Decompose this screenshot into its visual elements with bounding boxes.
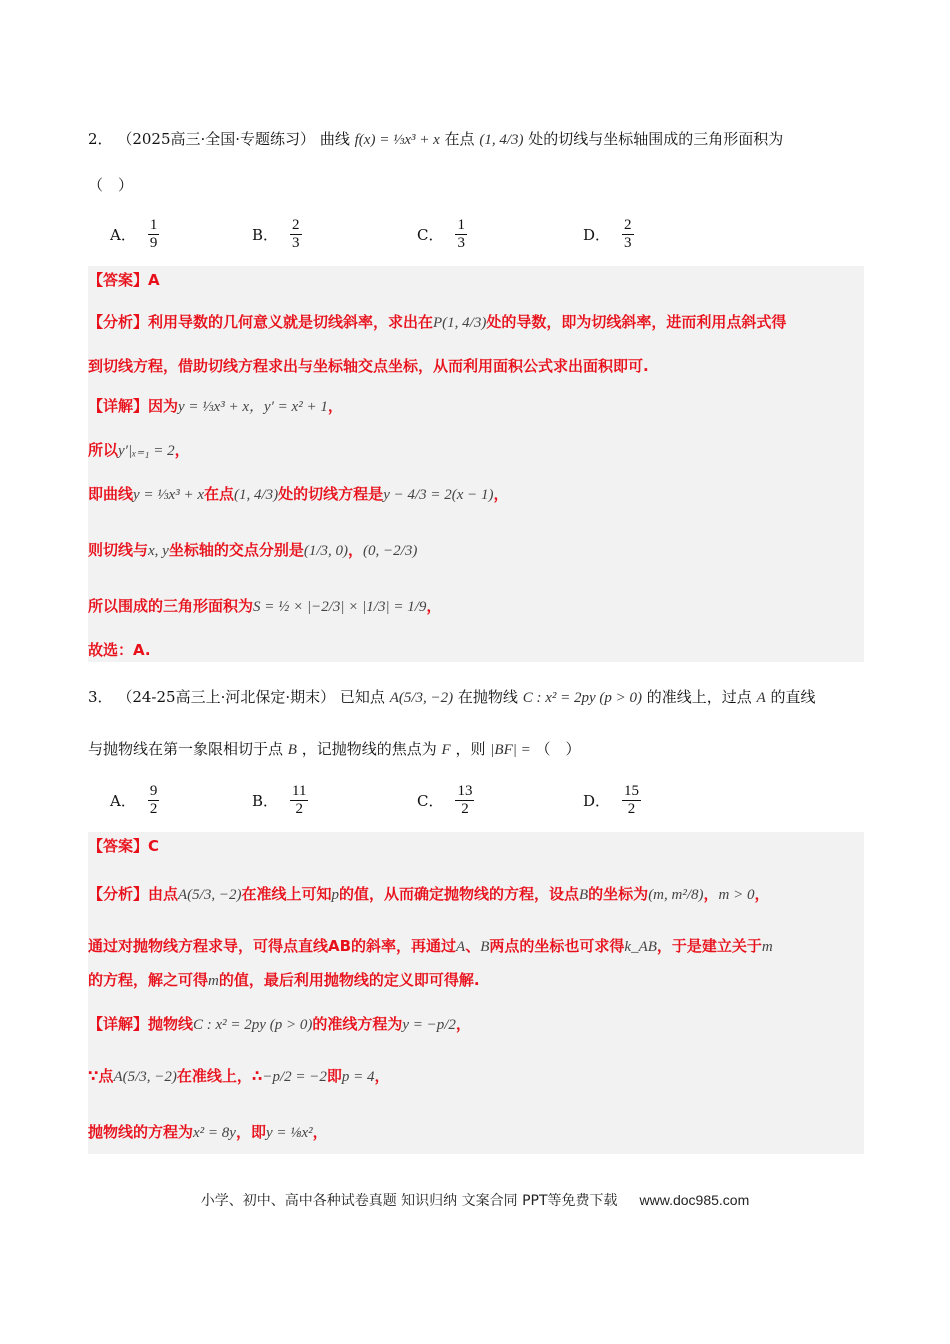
fraction <box>622 217 634 252</box>
math-expression: |BF| = <box>490 742 531 758</box>
math-expression: F <box>441 742 451 758</box>
detail-text: 【详解】因为 <box>88 397 179 415</box>
question-number: 3． <box>88 688 113 706</box>
analysis-text: 的值，最后利用抛物线的定义即可得解. <box>218 971 480 989</box>
math-expression: y = ⅓x³ + x，y′ = x² + 1 <box>178 399 328 415</box>
analysis-line-1 <box>88 882 864 907</box>
detail-text: ∵点 <box>88 1067 114 1085</box>
analysis-line-2 <box>88 354 864 378</box>
answer-blank: （ ） <box>88 176 134 194</box>
detail-line-1 <box>88 394 864 419</box>
stem-text: 在抛物线 <box>457 688 518 706</box>
question-source: （2025高三·全国·专题练习） <box>117 130 316 148</box>
answer-blank: （ ） <box>535 740 581 758</box>
denominator: 2 <box>149 800 158 817</box>
choice-c[interactable] <box>417 776 476 824</box>
answer-text: 【答案】A <box>88 271 160 289</box>
fraction <box>148 783 160 818</box>
choice-label: A． <box>110 225 136 244</box>
footer-link[interactable]: www.doc985.com <box>639 1192 750 1208</box>
math-expression: y − 4/3 = 2(x − 1) <box>383 487 494 503</box>
question-2-solution <box>88 266 864 662</box>
detail-line-3 <box>88 482 864 507</box>
analysis-text: 、 <box>465 937 481 955</box>
analysis-line-1 <box>88 310 864 335</box>
math-expression: k_AB <box>624 939 657 955</box>
numerator: 11 <box>292 782 307 799</box>
math-expression: (m, m²/8) <box>648 887 704 903</box>
denominator: 9 <box>149 234 158 251</box>
detail-text: 所以围成的三角形面积为 <box>88 597 254 615</box>
stem-text: ，则 <box>455 740 486 758</box>
math-expression: −p/2 = −2 <box>262 1069 327 1085</box>
detail-text: 即 <box>326 1067 342 1085</box>
analysis-text: 【分析】利用导数的几何意义就是切线斜率，求出在 <box>88 313 434 331</box>
choice-label: B． <box>252 791 279 810</box>
math-expression: A(5/3, −2) <box>389 690 454 706</box>
choice-label: B． <box>252 225 279 244</box>
question-2-choices <box>110 210 810 258</box>
detail-text: 则切线与 <box>88 541 149 559</box>
fraction <box>622 783 641 818</box>
detail-text: 故选：A. <box>88 641 151 659</box>
math-expression: x, y <box>148 543 169 559</box>
denominator: 3 <box>292 234 300 251</box>
math-expression: P(1, 4/3) <box>433 315 487 331</box>
math-expression: (0, −2/3) <box>363 543 418 559</box>
detail-text: 所以 <box>88 441 119 459</box>
detail-text: ， <box>174 441 190 459</box>
math-expression: y = −p/2 <box>402 1017 456 1033</box>
math-expression: (1, 4/3) <box>234 487 279 503</box>
detail-line-2 <box>88 1064 864 1089</box>
detail-text: ，即 <box>235 1123 266 1141</box>
question-number: 2． <box>88 130 113 148</box>
math-expression: C : x² = 2py (p > 0) <box>522 690 643 706</box>
detail-text: 抛物线的方程为 <box>88 1123 194 1141</box>
detail-text: ， <box>327 397 343 415</box>
detail-text: 处的切线方程是 <box>278 485 384 503</box>
question-2-stem <box>88 126 863 153</box>
math-expression: A <box>756 690 766 706</box>
stem-text: 与抛物线在第一象限相切于点 <box>88 740 284 758</box>
math-expression: B <box>287 742 297 758</box>
denominator: 2 <box>295 800 303 817</box>
analysis-text: 的坐标为 <box>588 885 649 903</box>
detail-line-5 <box>88 594 864 619</box>
choice-c[interactable] <box>417 210 469 258</box>
numerator: 9 <box>149 782 158 799</box>
denominator: 3 <box>624 234 632 251</box>
analysis-text: 【分析】由点 <box>88 885 179 903</box>
detail-text: ， <box>348 541 364 559</box>
denominator: 3 <box>457 234 465 251</box>
math-expression: x² = 8y <box>193 1125 236 1141</box>
choice-d[interactable] <box>583 776 643 824</box>
numerator: 15 <box>624 782 640 799</box>
numerator: 2 <box>624 216 632 233</box>
choice-b[interactable] <box>252 776 310 824</box>
stem-text: 在点 <box>444 130 475 148</box>
detail-line-1 <box>88 1012 864 1037</box>
fraction <box>290 217 302 252</box>
detail-text: 即曲线 <box>88 485 134 503</box>
answer-line <box>88 268 864 292</box>
detail-text: ， <box>455 1015 471 1033</box>
choice-a[interactable] <box>110 776 161 824</box>
analysis-text: 通过对抛物线方程求导，可得点直线AB的斜率，再通过 <box>88 937 457 955</box>
stem-text: ，记抛物线的焦点为 <box>301 740 437 758</box>
math-expression: A <box>456 939 466 955</box>
numerator: 1 <box>457 216 465 233</box>
math-expression: y′|ₓ₌₁ = 2 <box>118 443 175 459</box>
analysis-line-3 <box>88 968 864 993</box>
detail-line-4 <box>88 538 864 563</box>
math-expression: B <box>480 939 490 955</box>
page-footer <box>0 1190 950 1210</box>
math-expression: (1/3, 0) <box>303 543 349 559</box>
math-expression: A(5/3, −2) <box>178 887 242 903</box>
denominator: 2 <box>627 800 636 817</box>
question-3-solution <box>88 832 864 1154</box>
math-expression: p <box>331 887 339 903</box>
choice-label: D． <box>583 791 611 810</box>
choice-label: C． <box>417 791 444 810</box>
math-expression: S = ½ × |−2/3| × |1/3| = 1/9 <box>253 599 427 615</box>
stem-text: 的直线 <box>770 688 816 706</box>
stem-text: 处的切线与坐标轴围成的三角形面积为 <box>528 130 784 148</box>
fraction <box>455 217 467 252</box>
stem-text: 曲线 <box>319 130 350 148</box>
detail-text: ， <box>493 485 509 503</box>
analysis-text: ， <box>703 885 719 903</box>
fraction <box>290 783 308 818</box>
analysis-text: 的方程，解之可得 <box>88 971 209 989</box>
choice-a[interactable] <box>110 210 161 258</box>
math-expression: y = ⅓x³ + x <box>133 487 204 503</box>
analysis-text: 到切线方程，借助切线方程求出与坐标轴交点坐标，从而利用面积公式求出面积即可. <box>88 357 649 375</box>
math-expression: y = ⅛x² <box>265 1125 313 1141</box>
stem-text: 的准线上，过点 <box>646 688 752 706</box>
choice-b[interactable] <box>252 210 304 258</box>
numerator: 2 <box>292 216 300 233</box>
question-source: （24-25高三上·河北保定·期末） <box>117 688 336 706</box>
question-3-stem-line-1 <box>88 684 863 711</box>
analysis-text: 两点的坐标也可求得 <box>489 937 625 955</box>
fraction <box>148 217 160 252</box>
numerator: 1 <box>149 216 158 233</box>
fraction <box>455 783 474 818</box>
math-expression: m > 0 <box>718 887 755 903</box>
analysis-text: ， <box>754 885 770 903</box>
detail-text: 坐标轴的交点分别是 <box>168 541 304 559</box>
detail-text: 【详解】抛物线 <box>88 1015 194 1033</box>
math-expression: C : x² = 2py (p > 0) <box>193 1017 313 1033</box>
choice-label: A． <box>110 791 136 810</box>
choice-label: C． <box>417 225 444 244</box>
math-expression: p = 4 <box>341 1069 375 1085</box>
answer-line <box>88 834 864 858</box>
question-2-paren <box>88 172 863 198</box>
choice-label: D． <box>583 225 611 244</box>
question-3-stem-line-2 <box>88 736 863 763</box>
detail-line-2 <box>88 438 864 463</box>
analysis-text: ，于是建立关于 <box>656 937 762 955</box>
analysis-text: 处的导数，即为切线斜率，进而利用点斜式得 <box>486 313 787 331</box>
answer-text: 【答案】C <box>88 837 160 855</box>
detail-text: ， <box>312 1123 328 1141</box>
stem-text: 已知点 <box>339 688 385 706</box>
math-expression: m <box>761 939 773 955</box>
math-expression: f(x) = ⅓x³ + x <box>354 132 440 148</box>
math-expression: (1, 4/3) <box>479 132 524 148</box>
question-3-choices <box>110 776 810 824</box>
choice-d[interactable] <box>583 210 636 258</box>
analysis-text: 的值，从而确定抛物线的方程，设点 <box>338 885 579 903</box>
analysis-line-2 <box>88 934 864 959</box>
math-expression: m <box>208 973 219 989</box>
detail-text: ， <box>426 597 442 615</box>
footer-text: 小学、初中、高中各种试卷真题 知识归纳 文案合同 PPT等免费下载 <box>200 1193 618 1209</box>
denominator: 2 <box>461 800 469 817</box>
numerator: 13 <box>457 782 473 799</box>
detail-text: 在点 <box>203 485 234 503</box>
detail-text: ， <box>374 1067 390 1085</box>
math-expression: B <box>579 887 589 903</box>
math-expression: A(5/3, −2) <box>113 1069 177 1085</box>
analysis-text: 在准线上可知 <box>241 885 332 903</box>
detail-line-3 <box>88 1120 864 1145</box>
detail-text: 在准线上，∴ <box>176 1067 263 1085</box>
detail-line-6 <box>88 638 864 662</box>
detail-text: 的准线方程为 <box>312 1015 403 1033</box>
